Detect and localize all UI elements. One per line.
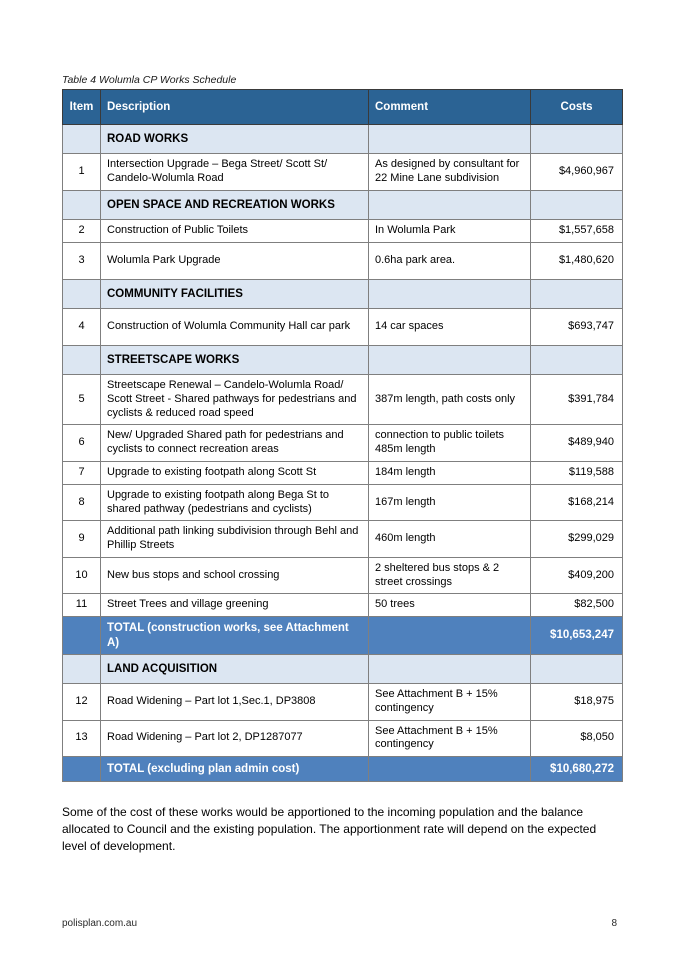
cell-description: STREETSCAPE WORKS bbox=[101, 346, 369, 375]
cell-costs bbox=[531, 191, 623, 220]
cell-item bbox=[63, 125, 101, 154]
cell-comment bbox=[369, 617, 531, 655]
table-row-section bbox=[63, 125, 623, 154]
table-row-item-8 bbox=[63, 484, 623, 521]
cell-item bbox=[63, 191, 101, 220]
table-row-item-12 bbox=[63, 684, 623, 721]
cell-comment: As designed by consultant for 22 Mine Lane subdivision bbox=[369, 154, 531, 191]
table-row-section bbox=[63, 191, 623, 220]
cell-description: OPEN SPACE AND RECREATION WORKS bbox=[101, 191, 369, 220]
cell-description: TOTAL (construction works, see Attachment A) bbox=[101, 617, 369, 655]
cell-costs bbox=[531, 346, 623, 375]
table-row-section bbox=[63, 280, 623, 309]
cell-costs bbox=[531, 280, 623, 309]
cell-comment: In Wolumla Park bbox=[369, 220, 531, 243]
header-description: Description bbox=[101, 90, 369, 125]
table-row-total bbox=[63, 617, 623, 655]
cell-costs: $8,050 bbox=[531, 720, 623, 757]
cell-costs: $409,200 bbox=[531, 557, 623, 594]
cell-description: COMMUNITY FACILITIES bbox=[101, 280, 369, 309]
footer-site-text: polisplan.com.au bbox=[62, 918, 138, 929]
cell-costs: $1,480,620 bbox=[531, 243, 623, 280]
cell-description: Intersection Upgrade – Bega Street/ Scott St/ Candelo-Wolumla Road bbox=[101, 154, 369, 191]
table-row-item-11 bbox=[63, 594, 623, 617]
cell-item bbox=[63, 757, 101, 782]
cell-item: 4 bbox=[63, 309, 101, 346]
cell-comment bbox=[369, 655, 531, 684]
cell-description: Additional path linking subdivision through Behl and Phillip Streets bbox=[101, 521, 369, 558]
cell-costs: $10,680,272 bbox=[531, 757, 623, 782]
cell-item: 5 bbox=[63, 375, 101, 425]
cell-item: 11 bbox=[63, 594, 101, 617]
cell-item: 7 bbox=[63, 461, 101, 484]
table-body bbox=[63, 125, 623, 782]
cell-comment: connection to public toilets 485m length bbox=[369, 425, 531, 462]
cell-item: 8 bbox=[63, 484, 101, 521]
header-item: Item bbox=[63, 90, 101, 125]
cell-description: New/ Upgraded Shared path for pedestrians and cyclists to connect recreation areas bbox=[101, 425, 369, 462]
table-row-item-3 bbox=[63, 243, 623, 280]
cell-item: 6 bbox=[63, 425, 101, 462]
cell-item: 1 bbox=[63, 154, 101, 191]
table-row-item-2 bbox=[63, 220, 623, 243]
cell-comment bbox=[369, 346, 531, 375]
cell-item: 13 bbox=[63, 720, 101, 757]
cell-comment: 184m length bbox=[369, 461, 531, 484]
table-row-item-1 bbox=[63, 154, 623, 191]
cell-description: LAND ACQUISITION bbox=[101, 655, 369, 684]
table-row-section bbox=[63, 655, 623, 684]
table-caption: Table 4 Wolumla CP Works Schedule bbox=[62, 74, 237, 86]
cell-description: Road Widening – Part lot 2, DP1287077 bbox=[101, 720, 369, 757]
cell-costs: $391,784 bbox=[531, 375, 623, 425]
cell-comment: 50 trees bbox=[369, 594, 531, 617]
cell-comment: 2 sheltered bus stops & 2 street crossings bbox=[369, 557, 531, 594]
cell-costs: $119,588 bbox=[531, 461, 623, 484]
cell-item: 3 bbox=[63, 243, 101, 280]
cell-comment bbox=[369, 191, 531, 220]
cell-description: Streetscape Renewal – Candelo-Wolumla Road/ Scott Street - Shared pathways for pedestrians and cyclists & reduced road speed bbox=[101, 375, 369, 425]
table-row-item-4 bbox=[63, 309, 623, 346]
cell-comment: See Attachment B + 15% contingency bbox=[369, 720, 531, 757]
table-row-section bbox=[63, 346, 623, 375]
cell-item: 10 bbox=[63, 557, 101, 594]
cell-item bbox=[63, 655, 101, 684]
cell-costs bbox=[531, 655, 623, 684]
cell-description: Road Widening – Part lot 1,Sec.1, DP3808 bbox=[101, 684, 369, 721]
cell-item: 2 bbox=[63, 220, 101, 243]
table-row-item-7 bbox=[63, 461, 623, 484]
works-schedule-table bbox=[62, 89, 623, 782]
cell-costs: $489,940 bbox=[531, 425, 623, 462]
cell-costs: $4,960,967 bbox=[531, 154, 623, 191]
cell-costs bbox=[531, 125, 623, 154]
cell-description: Upgrade to existing footpath along Bega St to shared pathway (pedestrians and cyclists) bbox=[101, 484, 369, 521]
apportionment-paragraph: Some of the cost of these works would be apportioned to the incoming population and the balance allocated to Council and the existing population. The apportionment rate will depend on the expected level of development. bbox=[62, 805, 597, 853]
cell-comment: See Attachment B + 15% contingency bbox=[369, 684, 531, 721]
cell-costs: $10,653,247 bbox=[531, 617, 623, 655]
cell-comment: 387m length, path costs only bbox=[369, 375, 531, 425]
cell-comment: 14 car spaces bbox=[369, 309, 531, 346]
cell-description: TOTAL (excluding plan admin cost) bbox=[101, 757, 369, 782]
cell-comment: 460m length bbox=[369, 521, 531, 558]
cell-comment bbox=[369, 280, 531, 309]
cell-comment: 167m length bbox=[369, 484, 531, 521]
cell-description: New bus stops and school crossing bbox=[101, 557, 369, 594]
cell-costs: $693,747 bbox=[531, 309, 623, 346]
cell-description: ROAD WORKS bbox=[101, 125, 369, 154]
table-row-item-13 bbox=[63, 720, 623, 757]
table-row-total bbox=[63, 757, 623, 782]
table-row-item-10 bbox=[63, 557, 623, 594]
cell-item: 12 bbox=[63, 684, 101, 721]
table-header-row bbox=[63, 90, 623, 125]
cell-description: Upgrade to existing footpath along Scott St bbox=[101, 461, 369, 484]
cell-comment bbox=[369, 757, 531, 782]
page-content bbox=[62, 74, 622, 866]
cell-item bbox=[63, 346, 101, 375]
cell-costs: $82,500 bbox=[531, 594, 623, 617]
cell-item bbox=[63, 280, 101, 309]
cell-costs: $18,975 bbox=[531, 684, 623, 721]
cell-costs: $1,557,658 bbox=[531, 220, 623, 243]
page-footer bbox=[62, 918, 617, 929]
cell-comment: 0.6ha park area. bbox=[369, 243, 531, 280]
cell-description: Wolumla Park Upgrade bbox=[101, 243, 369, 280]
table-row-item-5 bbox=[63, 375, 623, 425]
cell-costs: $299,029 bbox=[531, 521, 623, 558]
header-comment: Comment bbox=[369, 90, 531, 125]
header-costs: Costs bbox=[531, 90, 623, 125]
cell-description: Street Trees and village greening bbox=[101, 594, 369, 617]
cell-description: Construction of Public Toilets bbox=[101, 220, 369, 243]
cell-costs: $168,214 bbox=[531, 484, 623, 521]
page-number: 8 bbox=[611, 918, 617, 929]
cell-item bbox=[63, 617, 101, 655]
table-row-item-6 bbox=[63, 425, 623, 462]
table-row-item-9 bbox=[63, 521, 623, 558]
cell-comment bbox=[369, 125, 531, 154]
cell-item: 9 bbox=[63, 521, 101, 558]
cell-description: Construction of Wolumla Community Hall car park bbox=[101, 309, 369, 346]
